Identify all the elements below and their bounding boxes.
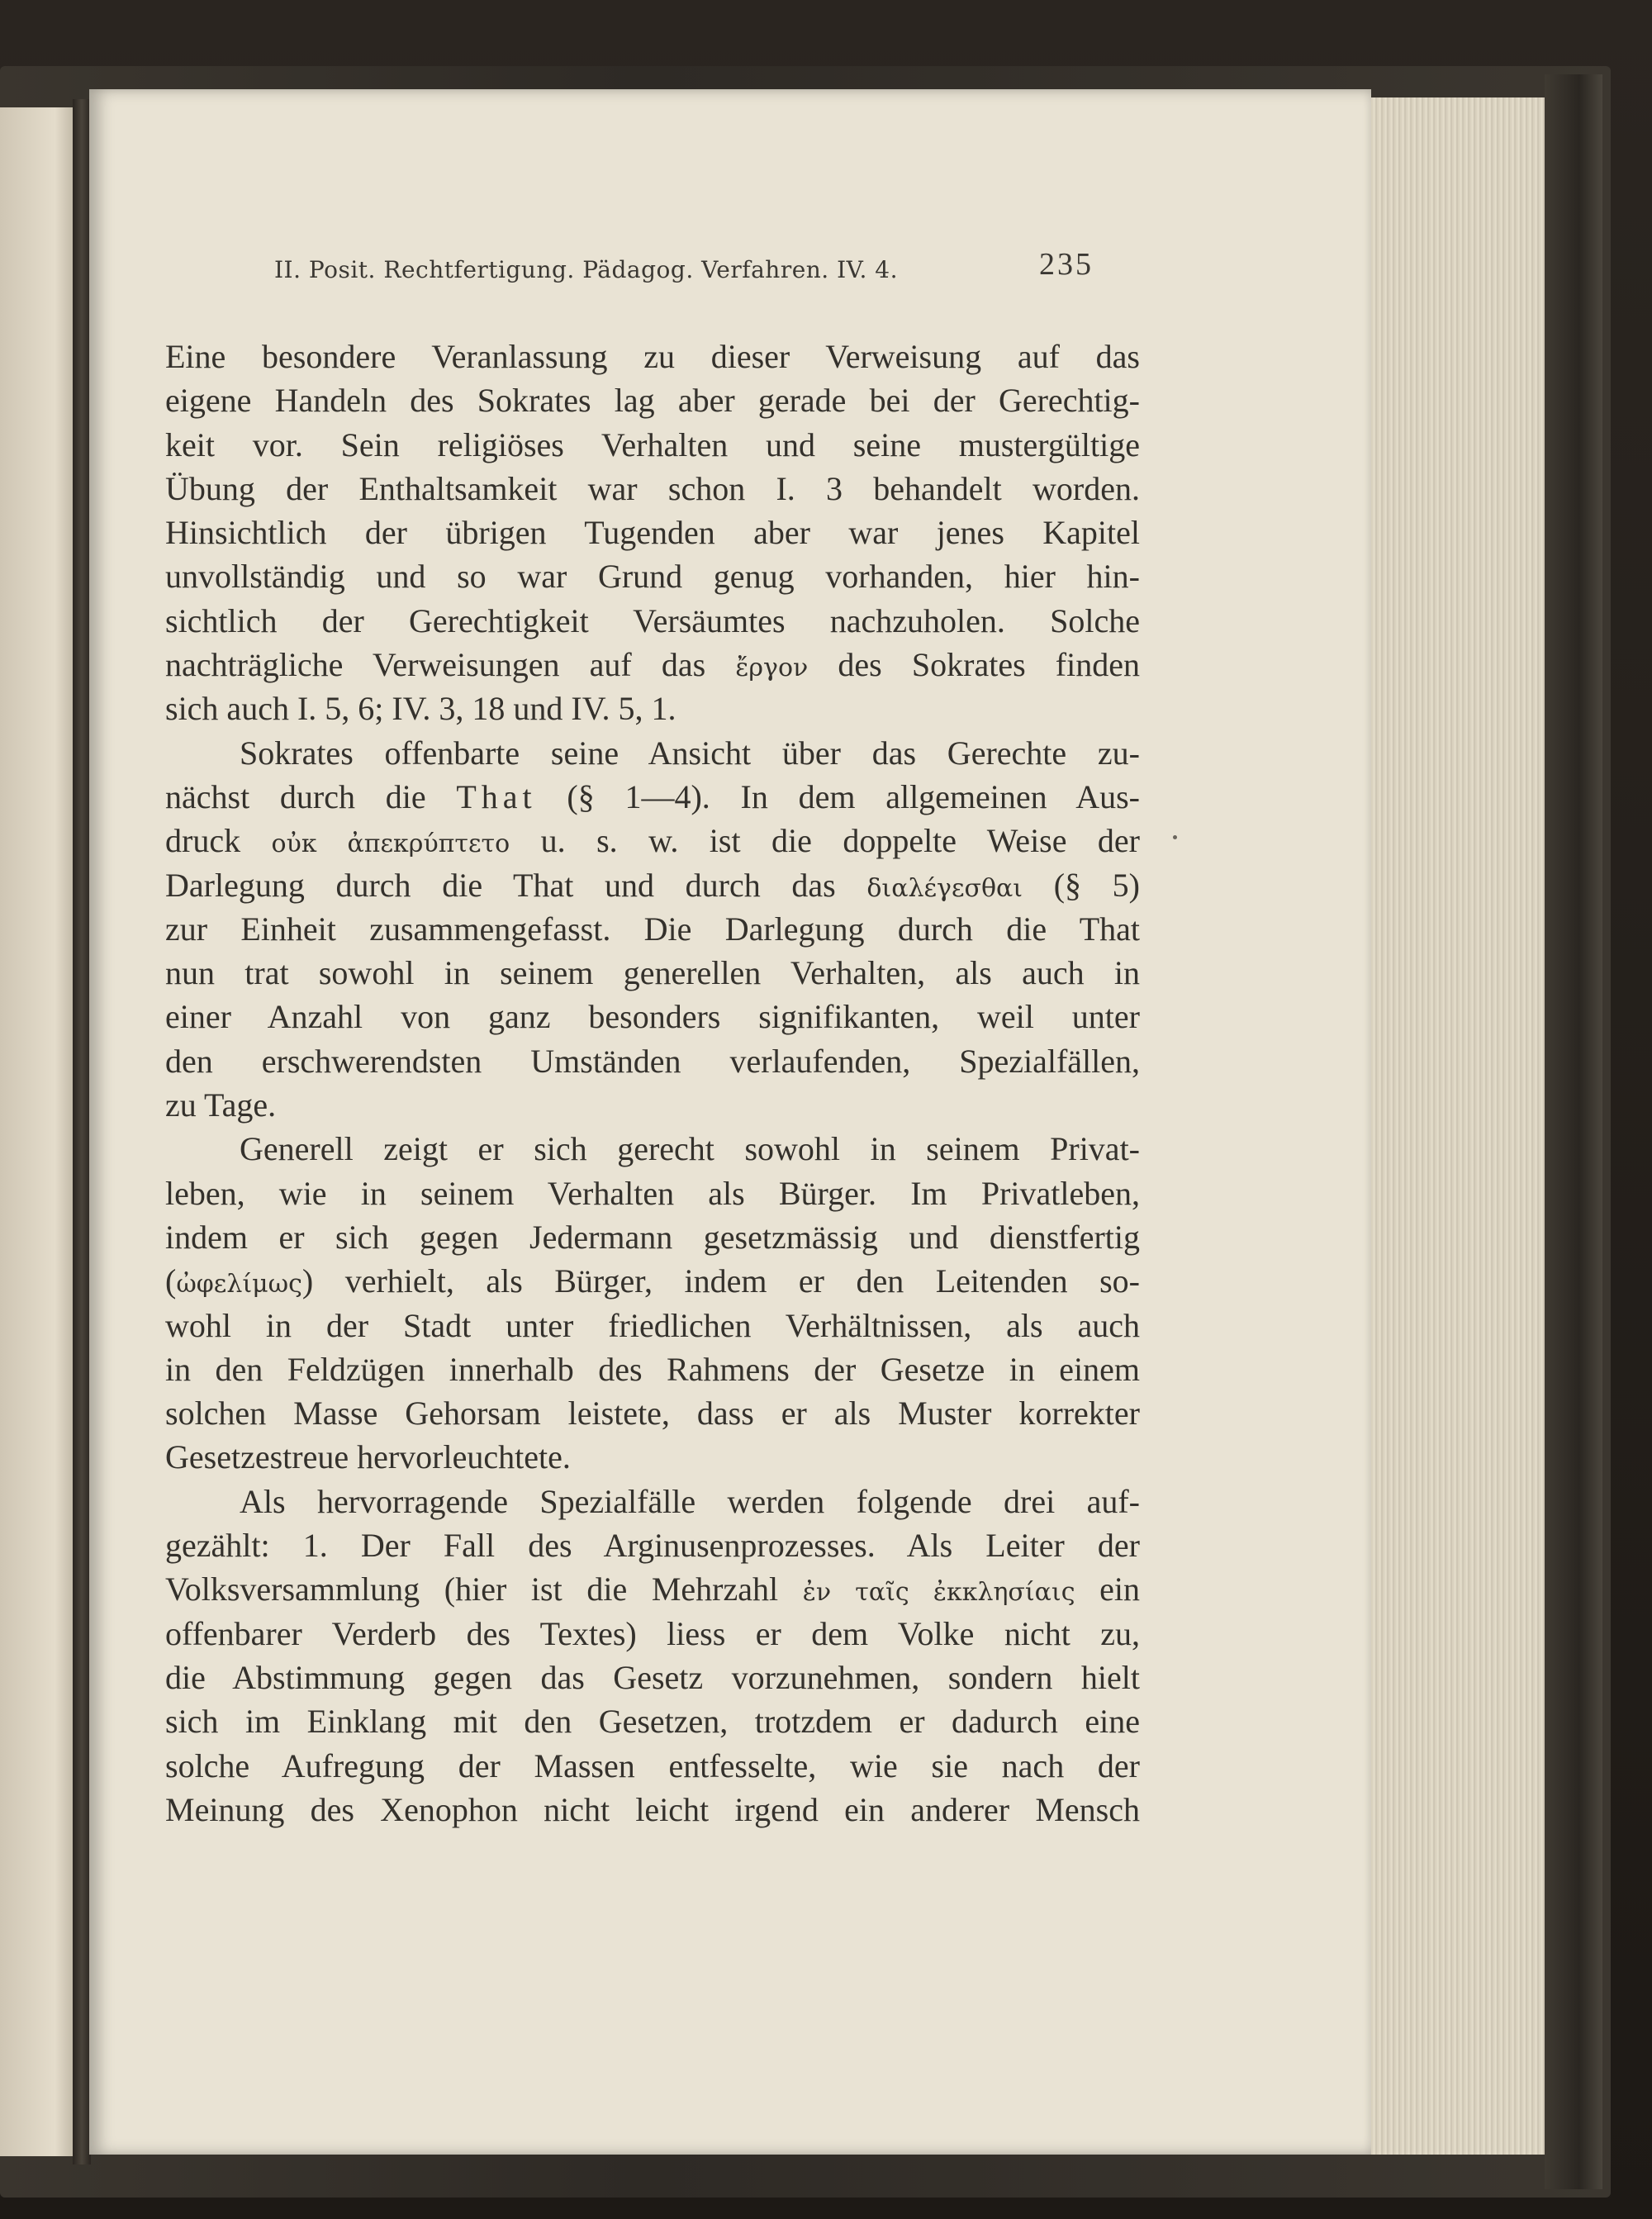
text-line: Gesetzestreue hervorleuchtete. bbox=[165, 1438, 571, 1476]
text-line: wohl in der Stadt unter friedlichen Verhältnissen, als auch bbox=[165, 1306, 1140, 1344]
text-line: solchen Masse Gehorsam leistete, dass er als Muster korrekter bbox=[165, 1395, 1140, 1433]
book-gutter bbox=[73, 99, 91, 2164]
greek-term: ὠφελίμως bbox=[176, 1270, 302, 1300]
greek-term: ἐν ταῖς ἐκκλησίαις bbox=[802, 1578, 1075, 1608]
text-line: keit vor. Sein religiöses Verhalten und seine mustergültige bbox=[165, 425, 1140, 463]
text-line: zu Tage. bbox=[165, 1086, 277, 1124]
greek-term: ἔργον bbox=[735, 653, 809, 683]
text-line: den erschwerendsten Umständen verlaufenden, Spezialfällen, bbox=[165, 1042, 1140, 1080]
back-board bbox=[1545, 74, 1602, 2189]
page-number: 235 bbox=[1039, 247, 1094, 282]
text-line: Eine besondere Veranlassung zu dieser Verweisung auf das bbox=[165, 338, 1140, 375]
text-line: offenbarer Verderb des Textes) liess er dem Volke nicht zu, bbox=[165, 1614, 1140, 1652]
text-line: sich auch I. 5, 6; IV. 3, 18 und IV. 5, 1. bbox=[165, 690, 676, 728]
margin-speck bbox=[1173, 835, 1177, 839]
text-line: Hinsichtlich der übrigen Tugenden aber war jenes Kapitel bbox=[165, 514, 1140, 552]
text-line: unvollständig und so war Grund genug vorhanden, hier hin- bbox=[165, 558, 1140, 596]
text-line: (ὠφελίμως) verhielt, als Bürger, indem er den Leitenden so- bbox=[165, 1262, 1140, 1300]
paragraph-start: Als hervorragende Spezialfälle werden folgende drei auf- bbox=[240, 1482, 1140, 1520]
left-page-edge bbox=[0, 107, 78, 2156]
text-line: die Abstimmung gegen das Gesetz vorzunehmen, sondern hielt bbox=[165, 1658, 1140, 1696]
text-line: zur Einheit zusammengefasst. Die Darlegung durch die That bbox=[165, 910, 1140, 948]
text-line: Übung der Enthaltsamkeit war schon I. 3 behandelt worden. bbox=[165, 469, 1140, 507]
text-line: einer Anzahl von ganz besonders signifikanten, weil unter bbox=[165, 998, 1140, 1036]
text-line: in den Feldzügen innerhalb des Rahmens der Gesetze in einem bbox=[165, 1350, 1140, 1388]
page-block-edges bbox=[1355, 97, 1553, 2155]
text-line: druck οὐκ ἀπεκρύπτετο u. s. w. ist die doppelte Weise der bbox=[165, 822, 1141, 860]
text-line: Volksversammlung (hier ist die Mehrzahl ἐν ταῖς ἐκκλησίαις ein bbox=[165, 1570, 1140, 1608]
text-line: solche Aufregung der Massen entfesselte, wie sie nach der bbox=[165, 1746, 1140, 1784]
text-line: nächst durch die That (§ 1—4). In dem allgemeinen Aus- bbox=[165, 777, 1140, 815]
running-title: II. Posit. Rechtfertigung. Pädagog. Verfahren. IV. 4. bbox=[274, 256, 899, 283]
text-line: leben, wie in seinem Verhalten als Bürger. Im Privatleben, bbox=[165, 1174, 1140, 1212]
greek-term: διαλέγεσθαι bbox=[866, 873, 1023, 903]
paragraph-start: Sokrates offenbarte seine Ansicht über das Gerechte zu- bbox=[240, 734, 1140, 772]
spaced-emphasis: That bbox=[456, 777, 537, 815]
text-line: sich im Einklang mit den Gesetzen, trotzdem er dadurch eine bbox=[165, 1703, 1140, 1741]
text-line: Meinung des Xenophon nicht leicht irgend ein anderer Mensch bbox=[165, 1790, 1140, 1828]
paragraph-start: Generell zeigt er sich gerecht sowohl in seinem Privat- bbox=[240, 1130, 1140, 1168]
text-line: sichtlich der Gerechtigkeit Versäumtes nachzuholen. Solche bbox=[165, 601, 1140, 639]
greek-term: οὐκ ἀπεκρύπτετο bbox=[271, 829, 510, 859]
text-line: gezählt: 1. Der Fall des Arginusenprozesses. Als Leiter der bbox=[165, 1527, 1140, 1565]
text-line: nun trat sowohl in seinem generellen Verhalten, als auch in bbox=[165, 954, 1140, 992]
text-line: eigene Handeln des Sokrates lag aber gerade bei der Gerechtig- bbox=[165, 382, 1140, 420]
text-line: indem er sich gegen Jedermann gesetzmässig und dienstfertig bbox=[165, 1218, 1140, 1256]
text-line: nachträgliche Verweisungen auf das ἔργον des Sokrates finden bbox=[165, 646, 1140, 684]
body-text bbox=[165, 335, 1140, 1832]
text-line: Darlegung durch die That und durch das διαλέγεσθαι (§ 5) bbox=[165, 866, 1141, 904]
